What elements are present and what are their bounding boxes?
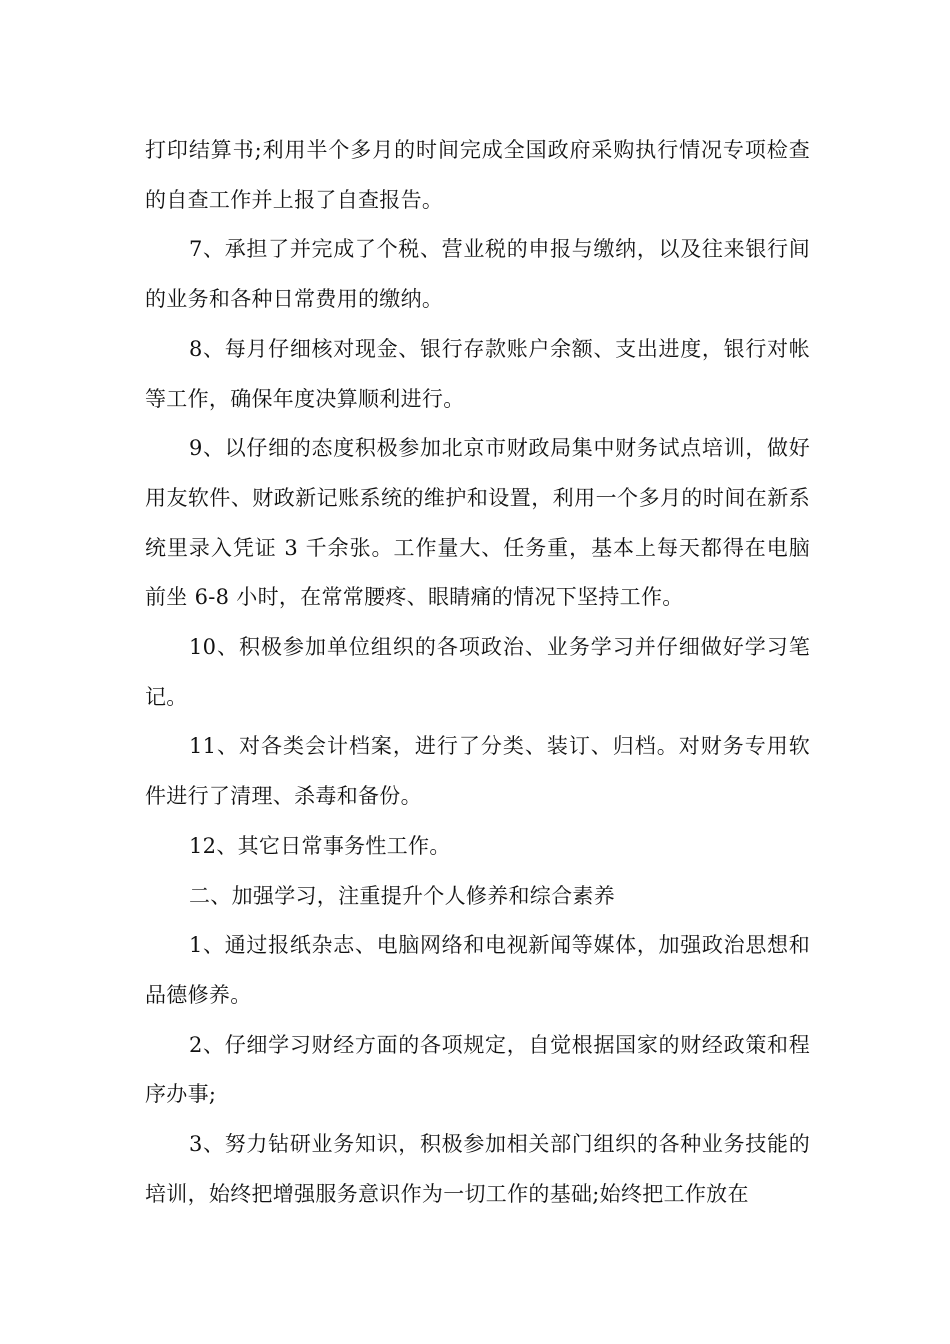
paragraph-1: 打印结算书;利用半个多月的时间完成全国政府采购执行情况专项检查的自查工作并上报了自查报告。 <box>145 138 810 212</box>
paragraph-3: 8、每月仔细核对现金、银行存款账户余额、支出进度，银行对帐等工作，确保年度决算顺利进行。 <box>145 336 810 411</box>
paragraph-11: 3、努力钻研业务知识，积极参加相关部门组织的各种业务技能的培训，始终把增强服务意识作为一切工作的基础;始终把工作放在 <box>145 1132 810 1206</box>
paragraph-9: 1、通过报纸杂志、电脑网络和电视新闻等媒体，加强政治思想和品德修养。 <box>145 933 810 1007</box>
paragraph-6: 11、对各类会计档案，进行了分类、装订、归档。对财务专用软件进行了清理、杀毒和备份。 <box>145 734 810 809</box>
paragraph-7: 12、其它日常事务性工作。 <box>189 833 451 858</box>
paragraph-4: 9、以仔细的态度积极参加北京市财政局集中财务试点培训，做好用友软件、财政新记账系统的维护和设置，利用一个多月的时间在新系统里录入凭证 3 千余张。工作量大、任务重，基本上每天都得在电脑前坐 6-8 小时，在常常腰疼、眼睛痛的情况下坚持工作。 <box>145 436 810 610</box>
document-body <box>145 126 810 1219</box>
paragraph-10: 2、仔细学习财经方面的各项规定，自觉根据国家的财经政策和程序办事; <box>145 1032 810 1107</box>
section-heading: 二、加强学习，注重提升个人修养和综合素养 <box>189 883 615 908</box>
paragraph-2: 7、承担了并完成了个税、营业税的申报与缴纳，以及往来银行间的业务和各种日常费用的缴纳。 <box>145 237 810 312</box>
paragraph-5: 10、积极参加单位组织的各项政治、业务学习并仔细做好学习笔记。 <box>145 635 810 709</box>
